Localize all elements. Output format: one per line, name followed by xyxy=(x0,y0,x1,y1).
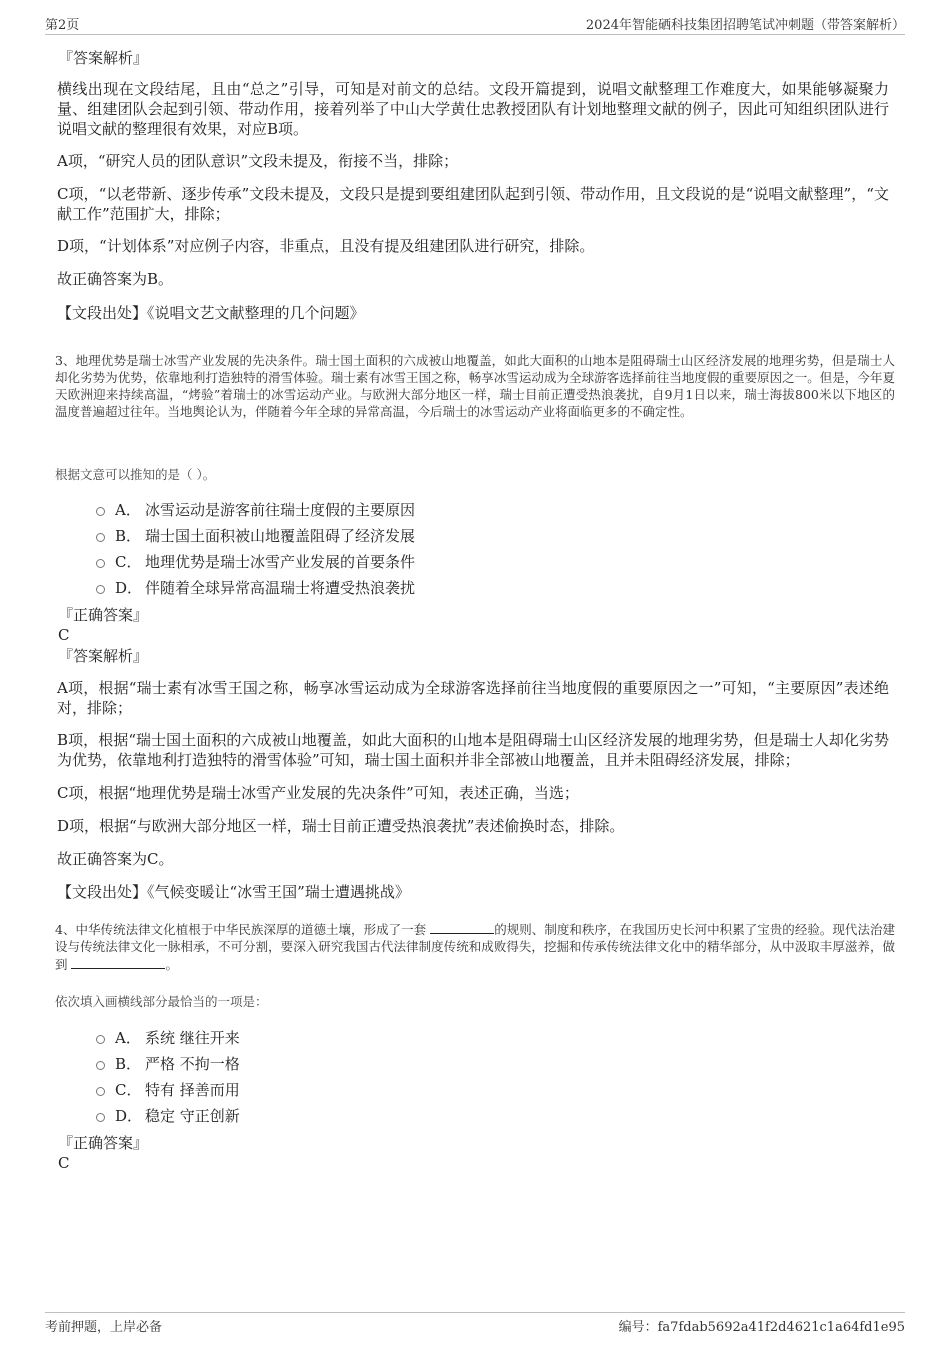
question-text: 4、中华传统法律文化植根于中华民族深厚的道德土壤，形成了一套 的规则、制度和秩序，在我国历史长河中积累了宝贵的经验。现代法治建设与传统法律文化一脉相承，不可分割，要深入研究我国古代法律制度传统和成败得失，挖掘和传承传统法律文化中的精华部分，从中汲取丰厚滋养，做到 。 xyxy=(55,922,895,972)
option-b[interactable]: B． 严格 不拘一格 xyxy=(96,1050,240,1076)
option-b[interactable]: B． 瑞士国土面积被山地覆盖阻碍了经济发展 xyxy=(96,522,415,548)
answer-label: 『正确答案』 xyxy=(58,1134,149,1152)
explanation-paragraph: 横线出现在文段结尾，且由“总之”引导，可知是对前文的总结。文段开篇提到，说唱文献整理工作难度大，如果能够凝聚力量、组建团队会起到引领、带动作用，接着列举了中山大学黄仕忠教授团队有计划地整理文献的例子，因此可知组织团队进行说唱文献的整理很有效果，对应B项。 xyxy=(57,80,889,138)
source-citation: 【文段出处】《说唱文艺文献整理的几个问题》 xyxy=(57,304,365,322)
radio-icon[interactable] xyxy=(96,1035,105,1044)
answer-label: 『正确答案』 xyxy=(58,606,149,624)
radio-icon[interactable] xyxy=(96,1061,105,1070)
explanation-paragraph: 故正确答案为C。 xyxy=(57,850,174,868)
explanation-paragraph: B项，根据“瑞士国土面积的六成被山地覆盖，如此大面积的山地本是阻碍瑞士山区经济发展的地理劣势，但是瑞士人却化劣势为优势，依靠地利打造独特的滑雪体验”可知，瑞士国土面积并非全部被山地覆盖，且并未阻碍经济发展，排除； xyxy=(57,731,889,769)
question-prompt: 根据文意可以推知的是（ ）。 xyxy=(55,467,216,482)
radio-icon[interactable] xyxy=(96,559,105,568)
explanation-label: 『答案解析』 xyxy=(58,647,149,665)
question-text: 3、地理优势是瑞士冰雪产业发展的先决条件。瑞士国土面积的六成被山地覆盖，如此大面积的山地本是阻碍瑞士山区经济发展的地理劣势，但是瑞士人却化劣势为优势，依靠地利打造独特的滑雪体验。瑞士素有冰雪王国之称，畅享冰雪运动成为全球游客选择前往当地度假的重要原因之一。但是，今年夏天欧洲迎来持续高温，“烤验”着瑞士的冰雪运动产业。与欧洲大部分地区一样，瑞士目前正遭受热浪袭扰，自9月1日以来，瑞士海拔800米以下地区的温度普遍超过往年。当地舆论认为，伴随着今年全球的异常高温，今后瑞士的冰雪运动产业将面临更多的不确定性。 xyxy=(55,353,895,419)
radio-icon[interactable] xyxy=(96,1113,105,1122)
footer-slogan: 考前押题，上岸必备 xyxy=(45,1320,163,1335)
question-prompt: 依次填入画横线部分最恰当的一项是： xyxy=(55,994,268,1009)
explanation-paragraph: C项，“以老带新、逐步传承”文段未提及，文段只是提到要组建团队起到引领、带动作用，且文段说的是“说唱文献整理”，“文献工作”范围扩大，排除； xyxy=(57,185,889,223)
explanation-paragraph: 故正确答案为B。 xyxy=(57,270,174,288)
explanation-paragraph: A项，“研究人员的团队意识”文段未提及，衔接不当，排除； xyxy=(57,152,459,170)
document-title: 2024年智能硒科技集团招聘笔试冲刺题（带答案解析） xyxy=(585,18,905,33)
radio-icon[interactable] xyxy=(96,585,105,594)
fill-blank xyxy=(71,955,165,969)
explanation-paragraph: A项，根据“瑞士素有冰雪王国之称，畅享冰雪运动成为全球游客选择前往当地度假的重要原因之一”可知，“主要原因”表述绝对，排除； xyxy=(57,679,889,717)
radio-icon[interactable] xyxy=(96,533,105,542)
option-d[interactable]: D． 稳定 守正创新 xyxy=(96,1102,240,1128)
radio-icon[interactable] xyxy=(96,1087,105,1096)
page-number: 第2页 xyxy=(45,18,80,33)
answer-value: C xyxy=(58,626,70,644)
fill-blank xyxy=(430,920,494,934)
options-list xyxy=(96,496,415,600)
option-c[interactable]: C． 特有 择善而用 xyxy=(96,1076,240,1102)
option-a[interactable]: A． 系统 继往开来 xyxy=(96,1024,240,1050)
answer-value: C xyxy=(58,1154,70,1172)
options-list xyxy=(96,1024,240,1128)
page-footer xyxy=(45,1312,905,1335)
document-id: 编号：fa7fdab5692a41f2d4621c1a64fd1e95 xyxy=(618,1320,905,1335)
source-citation: 【文段出处】《气候变暖让“冰雪王国”瑞士遭遇挑战》 xyxy=(57,883,410,901)
option-a[interactable]: A． 冰雪运动是游客前往瑞士度假的主要原因 xyxy=(96,496,415,522)
option-c[interactable]: C． 地理优势是瑞士冰雪产业发展的首要条件 xyxy=(96,548,415,574)
page-header xyxy=(45,14,905,35)
explanation-label: 『答案解析』 xyxy=(58,49,149,67)
option-d[interactable]: D． 伴随着全球异常高温瑞士将遭受热浪袭扰 xyxy=(96,574,415,600)
explanation-paragraph: C项，根据“地理优势是瑞士冰雪产业发展的先决条件”可知，表述正确，当选； xyxy=(57,784,579,802)
explanation-paragraph: D项，根据“与欧洲大部分地区一样，瑞士目前正遭受热浪袭扰”表述偷换时态，排除。 xyxy=(57,817,625,835)
radio-icon[interactable] xyxy=(96,507,105,516)
explanation-paragraph: D项，“计划体系”对应例子内容，非重点，且没有提及组建团队进行研究，排除。 xyxy=(57,237,595,255)
